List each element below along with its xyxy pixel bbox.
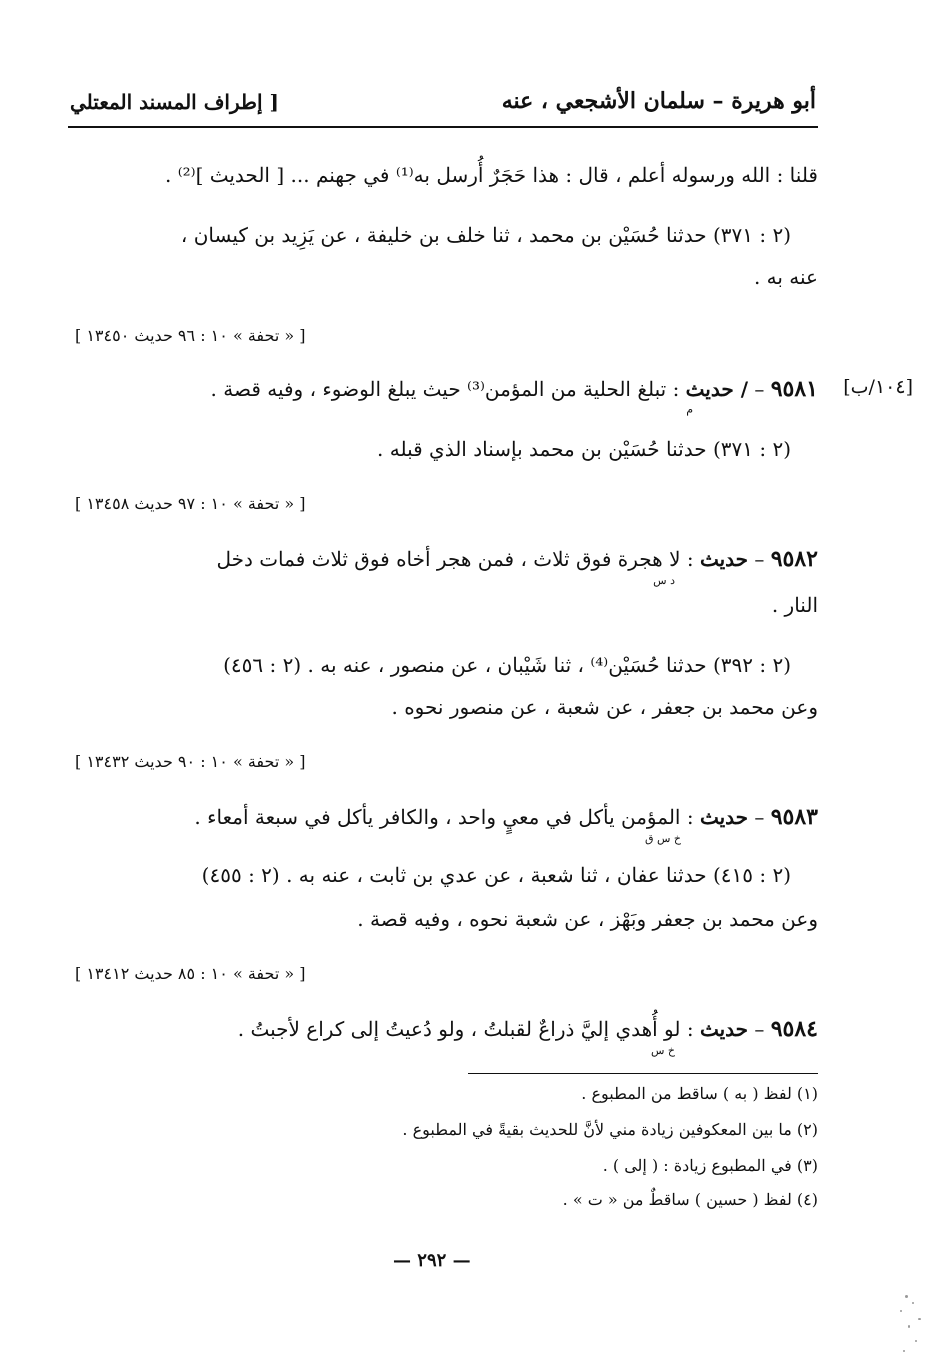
hadith-entry: ٩٥٨٣ – حديث : المؤمن يأكل في معيٍ واحد ، والكافر يأكل في سبعة أمعاء . [194, 804, 818, 830]
chain-line: (٢ : ٣٧١) حدثنا حُسَيْن بن محمد بإسناد الذي قبله . [377, 437, 791, 461]
footnote: (١) لفظ ( به ) ساقط من المطبوع . [581, 1084, 818, 1103]
page-number: — ٢٩٢ — [393, 1250, 471, 1271]
hadith-number: ٩٥٨١ [770, 376, 818, 402]
hadith-number: ٩٥٨٣ [770, 804, 818, 830]
hadith-number: ٩٥٨٢ [770, 546, 818, 572]
footnote-divider [468, 1073, 818, 1074]
chain-line: وعن محمد بن جعفر ، عن شعبة ، عن منصور نحوه . [391, 695, 818, 719]
tuhfa-reference: [ « تحفة » ١٠ : ٩٧ حديث ١٣٤٥٨ ] [75, 494, 306, 513]
hadith-entry: ٩٥٨٤ – حديث : لو أُهدي إليَّ ذراعٌ لقبلتُ ، ولو دُعيتُ إلى كراع لأجبتُ . [237, 1016, 818, 1042]
hadith-text: : لو أُهدي إليَّ ذراعٌ لقبلتُ ، ولو دُعيتُ إلى كراع لأجبتُ . [237, 1017, 694, 1041]
tuhfa-reference: [ « تحفة » ١٠ : ٨٥ حديث ١٣٤١٢ ] [75, 964, 306, 983]
footnote: (٤) لفظ ( حسين ) ساقطٌ من « ت » . [562, 1190, 818, 1209]
hadith-text: : لا هجرة فوق ثلاث ، فمن هجر أخاه فوق ثلاث فمات دخل [216, 547, 694, 571]
chain-line: (٢ : ٣٩٢) حدثنا حُسَيْن⁽⁴⁾ ، ثنا شَيْبان ، عن منصور ، عنه به . (٢ : ٤٥٦) [223, 653, 791, 677]
hadith-label: حديث [699, 805, 749, 829]
running-header-right: أبو هريرة – سلمان الأشجعي ، عنه [501, 88, 816, 114]
chain-line: عنه به . [753, 265, 818, 289]
chain-line: وعن محمد بن جعفر وبَهْز ، عن شعبة نحوه ، وفيه قصة . [357, 907, 818, 931]
hadith-text: : المؤمن يأكل في معيٍ واحد ، والكافر يأكل في سبعة أمعاء . [194, 805, 694, 829]
collection-symbol: خ س ق [644, 832, 681, 845]
hadith-entry: ٩٥٨٢ – حديث : لا هجرة فوق ثلاث ، فمن هجر أخاه فوق ثلاث فمات دخل [216, 546, 818, 572]
running-header-left: [ إطراف المسند المعتلي [70, 90, 279, 114]
collection-symbol: م [686, 403, 693, 416]
margin-folio-reference: [١٠٤/ب] [843, 376, 913, 398]
chain-line: (٢ : ٤١٥) حدثنا عفان ، ثنا شعبة ، عن عدي بن ثابت ، عنه به . (٢ : ٤٥٥) [201, 863, 791, 887]
hadith-text-continued: النار . [771, 593, 818, 617]
footnote: (٢) ما بين المعكوفين زيادة مني لأنَّ للحديث بقيةً في المطبوع . [402, 1120, 818, 1139]
collection-symbol: خ س [650, 1044, 675, 1057]
hadith-label: حديث [699, 547, 749, 571]
header-divider [68, 126, 818, 128]
tuhfa-reference: [ « تحفة » ١٠ : ٩٦ حديث ١٣٤٥٠ ] [75, 326, 306, 345]
hadith-label: حديث [699, 1017, 749, 1041]
footnote: (٣) في المطبوع زيادة : ( إلى ) . [602, 1156, 818, 1175]
chain-line: (٢ : ٣٧١) حدثنا حُسَيْن بن محمد ، ثنا خلف بن خليفة ، عن يَزِيد بن كيسان ، [180, 223, 791, 247]
text-line: قلنا : الله ورسوله أعلم ، قال : هذا حَجَرٌ أُرسل به⁽¹⁾ في جهنم ... [ الحديث ]⁽²⁾ . [164, 163, 818, 187]
tuhfa-reference: [ « تحفة » ١٠ : ٩٠ حديث ١٣٤٣٢ ] [75, 752, 306, 771]
hadith-entry: ٩٥٨١ – / حديث : تبلغ الحلية من المؤمن⁽³⁾ حيث يبلغ الوضوء ، وفيه قصة . [210, 376, 818, 402]
hadith-text: : تبلغ الحلية من المؤمن⁽³⁾ حيث يبلغ الوضوء ، وفيه قصة . [210, 377, 680, 401]
hadith-label: / حديث [685, 377, 749, 401]
collection-symbol: د س [653, 574, 675, 587]
hadith-number: ٩٥٨٤ [770, 1016, 818, 1042]
